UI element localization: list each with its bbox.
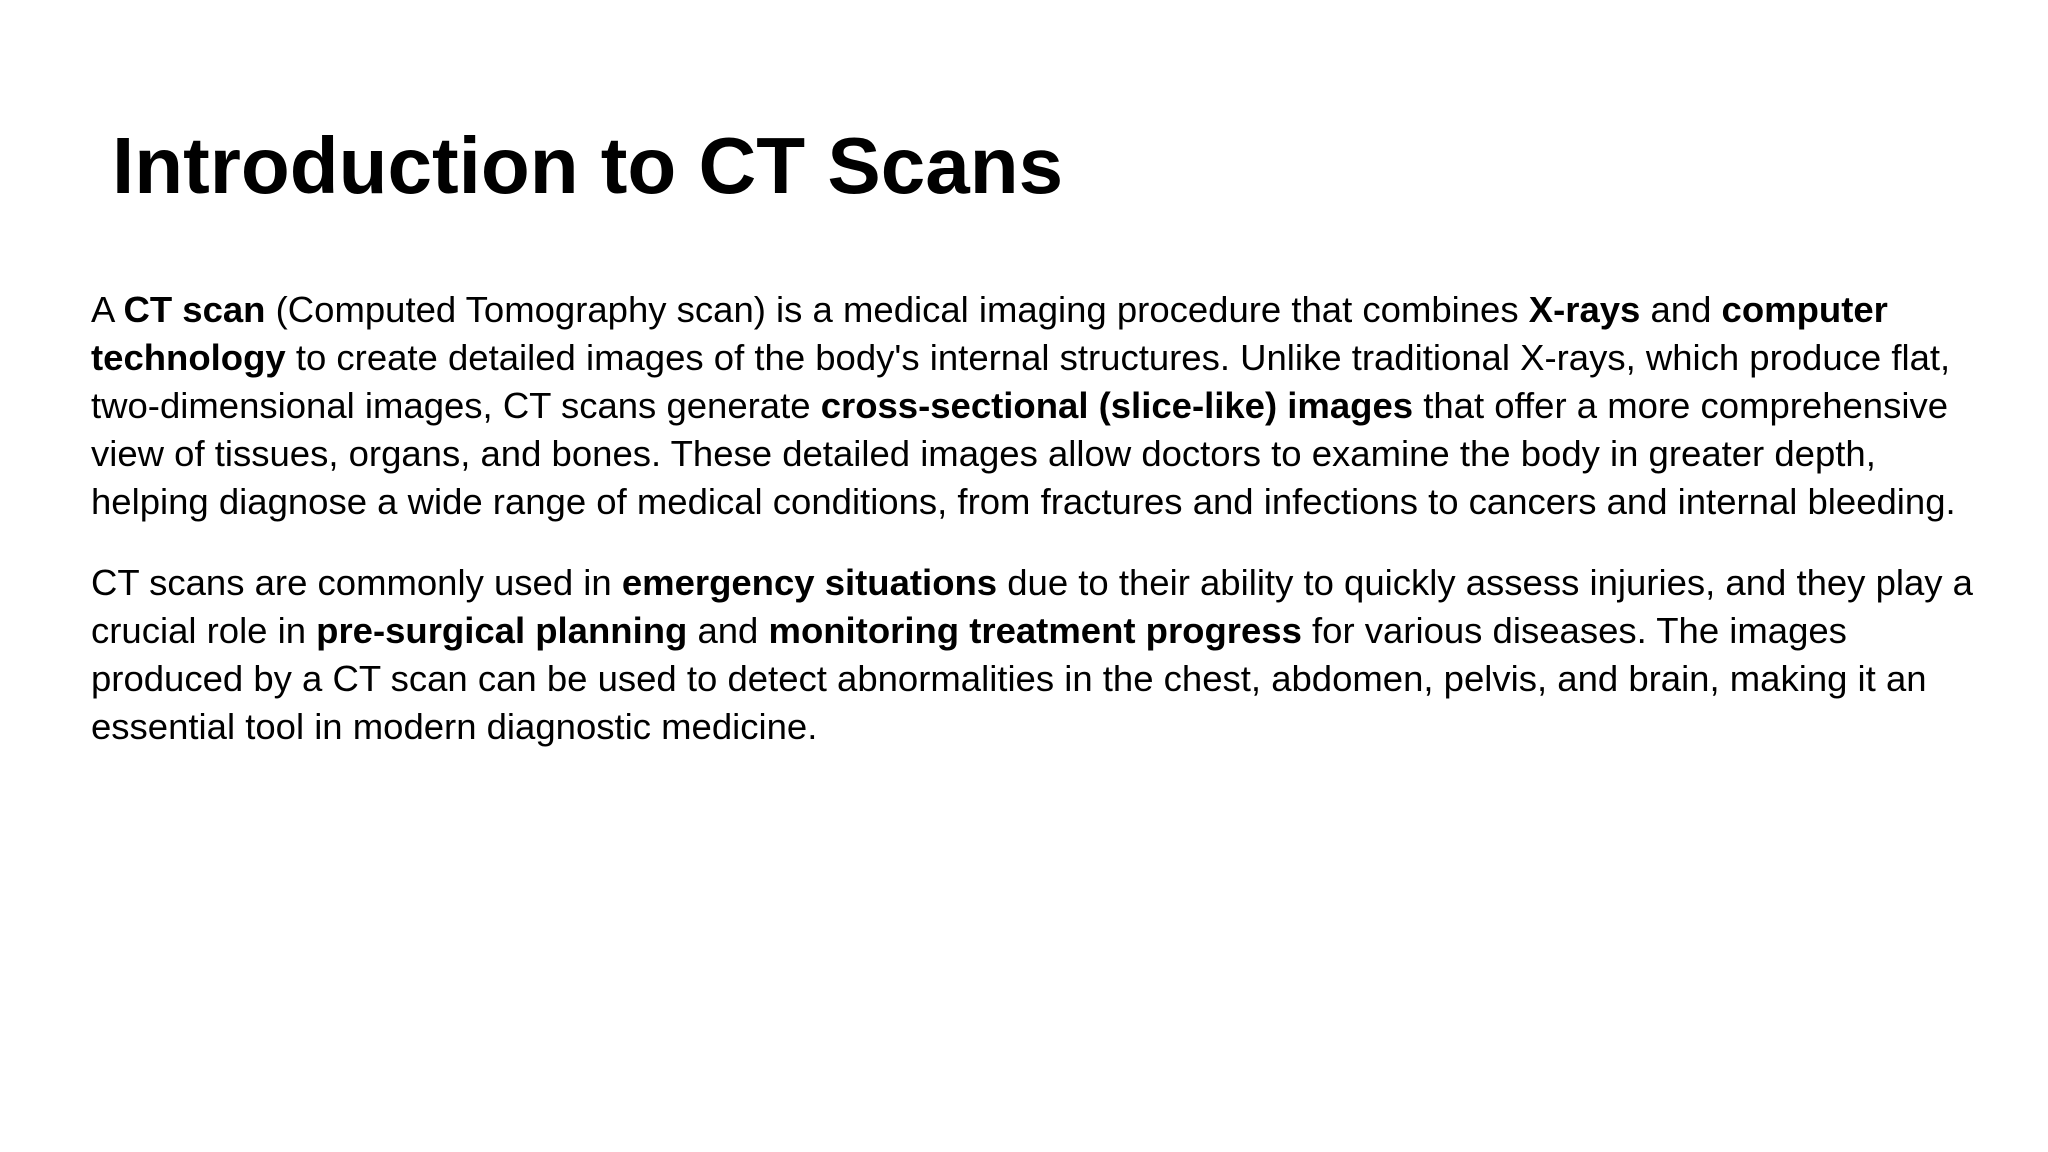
text-run: that offer a more comprehensive view of tissues, organs, and bones. These detailed images allow doctors to examine the body in greater depth, helping diagnose a wide range of medical conditions, from fractures and infections to cancers and internal bleeding.: [91, 385, 1956, 522]
text-run: and: [687, 610, 769, 651]
slide-body: [91, 286, 1981, 751]
bold-term-monitoring-treatment-progress: monitoring treatment progress: [768, 610, 1302, 651]
bold-term-x-rays: X-rays: [1528, 289, 1641, 330]
body-paragraph: [91, 286, 1981, 526]
text-run: to create detailed images of the body's internal structures. Unlike traditional X-rays, which produce flat, two-dimensional images, CT scans generate: [91, 337, 1951, 426]
text-run: for various diseases. The images produced by a CT scan can be used to detect abnormalities in the chest, abdomen, pelvis, and brain, making it an essential tool in modern diagnostic medicine.: [91, 610, 1927, 747]
bold-term-cross-sectional-images: cross-sectional (slice-like) images: [820, 385, 1414, 426]
body-paragraph: [91, 559, 1981, 751]
text-run: A: [91, 289, 124, 330]
slide-title: Introduction to CT Scans: [112, 121, 1064, 210]
text-run: CT scans are commonly used in: [91, 562, 622, 603]
bold-term-emergency-situations: emergency situations: [621, 562, 998, 603]
bold-term-pre-surgical-planning: pre-surgical planning: [316, 610, 688, 651]
bold-term-ct-scan: CT scan: [123, 289, 266, 330]
text-run: due to their ability to quickly assess injuries, and they play a crucial role in: [91, 562, 1973, 651]
text-run: (Computed Tomography scan) is a medical imaging procedure that combines: [265, 289, 1529, 330]
bold-term-computer-technology: computer technology: [91, 289, 1888, 378]
text-run: and: [1640, 289, 1722, 330]
